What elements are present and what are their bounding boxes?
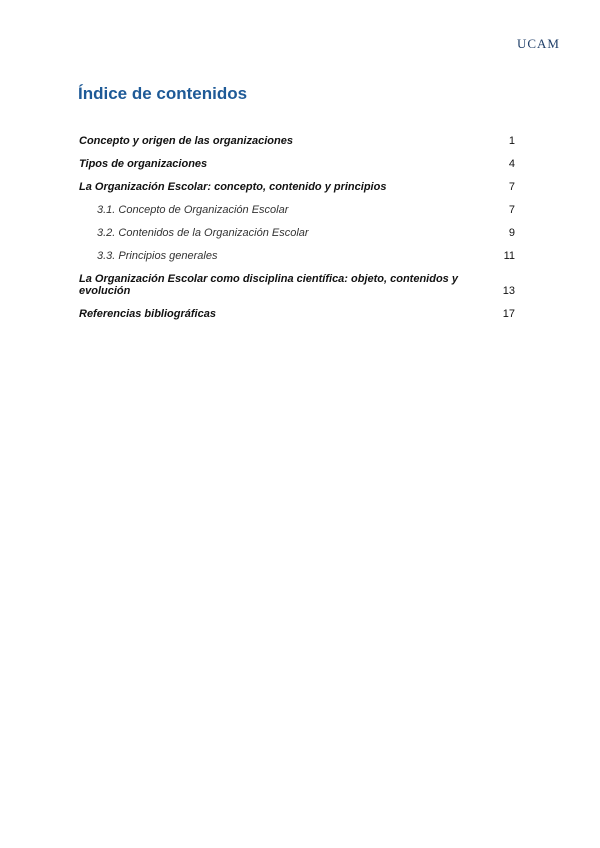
toc-subentry-title: 3.2. Contenidos de la Organización Escolar: [97, 227, 309, 239]
page-title: Índice de contenidos: [78, 84, 248, 103]
toc-entry[interactable]: [79, 273, 515, 297]
toc-subentry[interactable]: [79, 227, 515, 239]
table-of-contents: [79, 135, 515, 331]
toc-subentry-title: 3.3. Principios generales: [97, 250, 218, 262]
toc-entry[interactable]: [79, 135, 515, 147]
toc-entry[interactable]: [79, 308, 515, 320]
toc-entry-page: 1: [508, 135, 515, 147]
toc-entry-page: 4: [508, 158, 515, 170]
toc-entry-title: Referencias bibliográficas: [79, 308, 216, 320]
toc-entry-page: 13: [502, 285, 515, 297]
toc-entry-title: La Organización Escolar como disciplina científica: objeto, contenidos y evolución: [79, 273, 458, 297]
toc-subentry-page: 7: [508, 204, 515, 216]
toc-subentry-page: 11: [503, 250, 515, 262]
toc-entry-title: Concepto y origen de las organizaciones: [79, 135, 293, 147]
toc-entry-title: Tipos de organizaciones: [79, 158, 208, 170]
toc-subentry[interactable]: [79, 250, 515, 262]
toc-entry-page: 17: [502, 308, 515, 320]
toc-subentry-page: 9: [508, 227, 515, 239]
toc-entry-page: 7: [508, 181, 515, 193]
toc-entry-title: La Organización Escolar: concepto, contenido y principios: [79, 181, 387, 193]
toc-subentry-title: 3.1. Concepto de Organización Escolar: [97, 204, 289, 216]
toc-entry[interactable]: [79, 181, 515, 193]
toc-entry[interactable]: [79, 158, 515, 170]
ucam-logo: UCAM: [516, 36, 560, 51]
toc-subentry[interactable]: [79, 204, 515, 216]
